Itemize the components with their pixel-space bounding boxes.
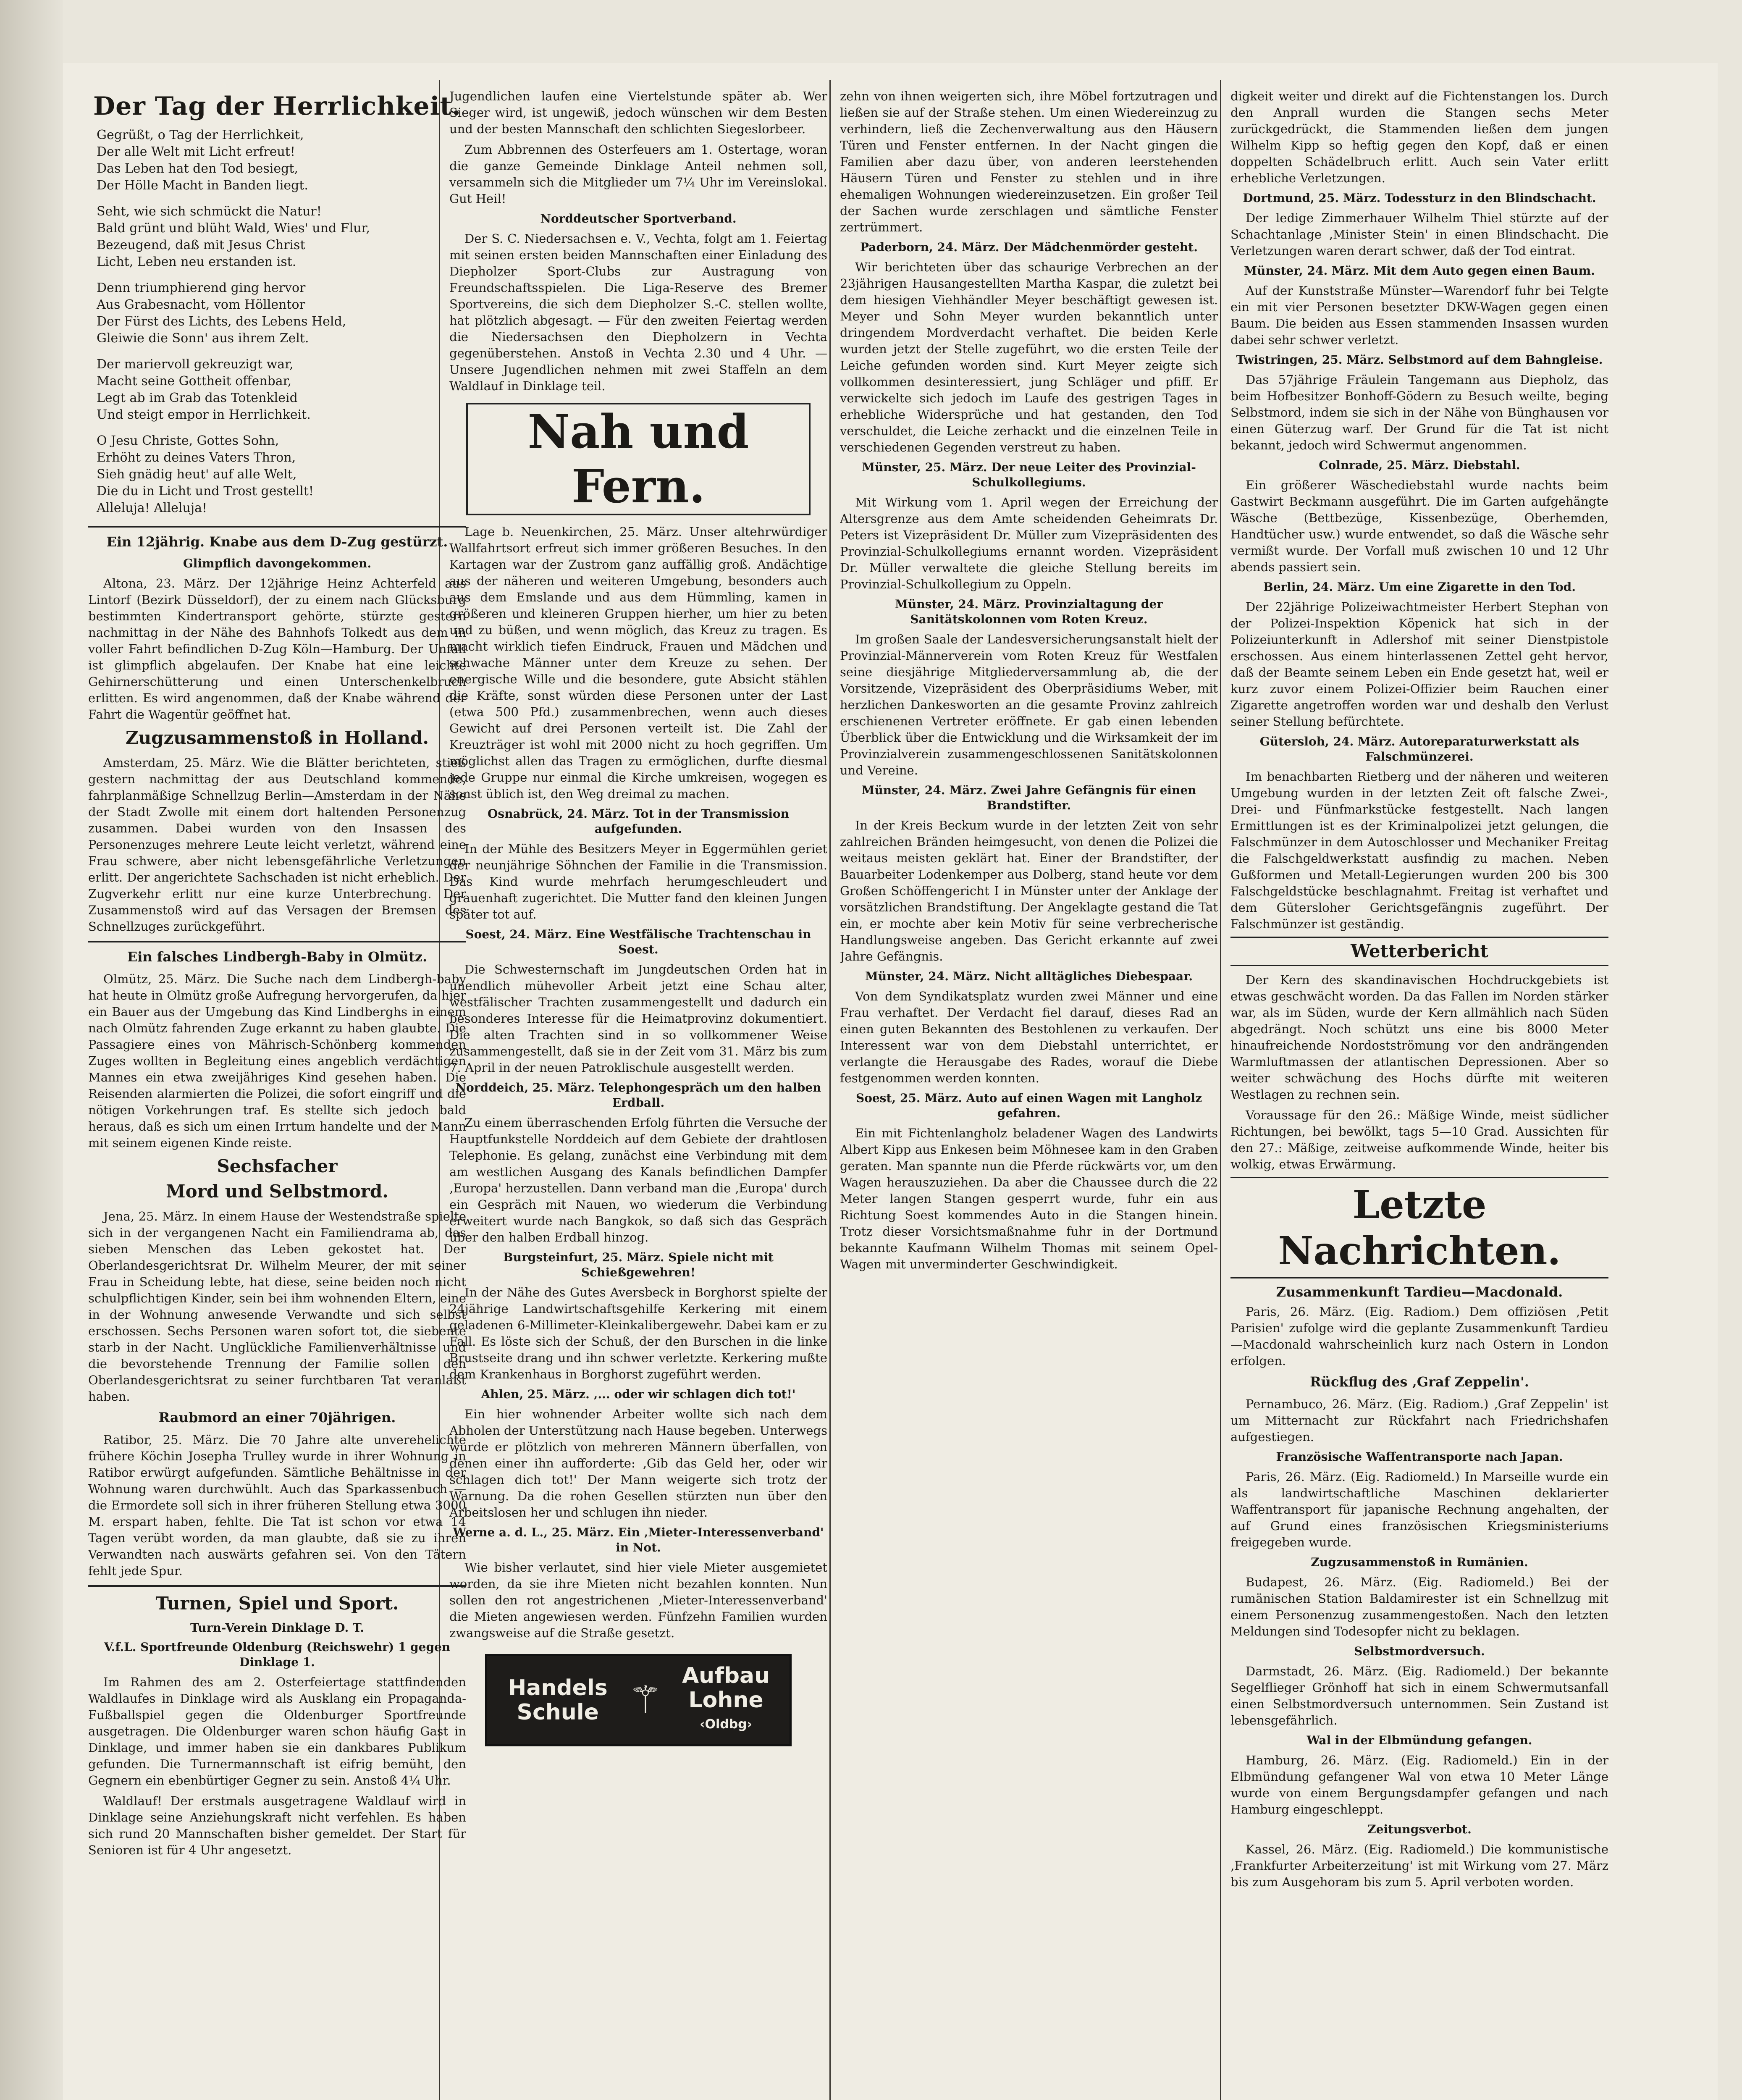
headline-sechsfacher: Sechsfacher — [217, 1156, 338, 1176]
headline-mord: Mord und Selbstmord. — [166, 1181, 388, 1202]
ad-left-text: Handels Schule — [508, 1675, 608, 1725]
article-text: Waldlauf! Der erstmals ausgetragene Waldlauf wird in Dinklage seine Anziehungskraft nicht verfehlen. Es haben sich rund 20 Mannschaften bisher gemeldet. Der Start für Senioren ist für 4 Uhr angesetzt. — [88, 1794, 466, 1857]
subheadline: Französische Waffentransporte nach Japan. — [1276, 1450, 1563, 1464]
article-text: Altona, 23. März. Der 12jährige Heinz Achterfeld aus Lintorf (Bezirk Düsseldorf), der zu einem nach Glücksburg bestimmten Kindertransport gehörte, stürzte gestern nachmittag in der Nähe des Bahnhofs Tolkedt aus dem in voller Fahrt befindlichen D-Zug Köln—Hamburg. Der Unfall ist glimpflich abgelaufen. Der Knabe hat eine leichte Gehirnerschütterung und einen Unterschenkelbruch erlitten. Es wird angenommen, daß der Knabe während der Fahrt die Wagentür geöffnet hat. — [88, 576, 466, 722]
article-text: In der Kreis Beckum wurde in der letzten Zeit von sehr zahlreichen Bränden heimgesucht, von denen die Polizei die weitaus meisten geklärt hat. Einer der Brandstifter, der Bauarbeiter Lodenkemper aus Dolberg, stand heute vor dem Großen Schöffengericht I in Münster unter der Anklage der vorsätzlichen Brandstiftung. Der Angeklagte gestand die Tat ein, er mochte aber kein Motiv für seine verbrecherische Handlungsweise angeben. Das Gericht erkannte auf zwei Jahre Gefängnis. — [840, 818, 1218, 963]
subheadline: Gütersloh, 24. März. Autoreparaturwerkstatt als Falschmünzerei. — [1259, 735, 1579, 764]
article-text: Ein hier wohnender Arbeiter wollte sich nach dem Abholen der Unterstützung nach Hause begeben. Unterwegs wurde er plötzlich von mehreren Männern überfallen, von denen einer ihn aufforderte: ‚Gib das Geld her, oder wir schlagen dich tot!' Der Mann weigerte sich trotz der Warnung. Da die rohen Gesellen stürzten nun über den Arbeitslosen her und schlugen ihn nieder. — [449, 1407, 827, 1520]
article-text: Olmütz, 25. März. Die Suche nach dem Lindbergh-baby hat heute in Olmütz große Aufregung hervorgerufen, da hier ein Bauer aus der Umgebung das Kind Lindberghs in einem nach Olmütz fahrenden Zuge erkannt zu haben glaubte. Die Passagiere eines von Mährisch-Schönberg kommenden Zuges wollten in Begleitung eines angeblich verdächtigen Mannes ein etwa zweijähriges Kind gesehen haben. Die Reisenden alarmierten die Polizei, die sofort eingriff und die nötigen Vorkehrungen traf. Es stellte sich jedoch bald heraus, daß es sich um einen Irrtum handelte und der Mann mit seinem eigenen Kinde reiste. — [88, 972, 466, 1150]
article-text: Zu einem überraschenden Erfolg führten die Versuche der Hauptfunkstelle Norddeich auf dem Gebiete der drahtlosen Telephonie. Es gelang, zunächst eine Verbindung mit dem am westlichen Ausgang des Kanals befindlichen Dampfer ‚Europa' herzustellen. Dann verband man die ‚Europa' durch ein Gespräch mit Nauen, wo wiederum die Verbindung erweitert wurde nach Bangkok, so daß sich das Gespräch über den halben Erdball hinzog. — [449, 1116, 827, 1244]
subheadline: Münster, 24. März. Mit dem Auto gegen einen Baum. — [1244, 264, 1595, 278]
advertisement-handelsschule — [485, 1654, 792, 1746]
article-text: Mit Wirkung vom 1. April wegen der Erreichung der Altersgrenze aus dem Amte scheidenden Geheimrats Dr. Peters ist Vizepräsident Dr. Müller zum Vizepräsidenten des Provinzial-Schulkollegiums ernannt worden. Vizepräsident Dr. Müller verwaltete die gleiche Stellung bereits im Provinzial-Schulkollegium zu Oppeln. — [840, 495, 1218, 591]
poem — [97, 127, 466, 517]
poem-stanza: O Jesu Christe, Gottes Sohn, Erhöht zu deines Vaters Thron, Sieh gnädig heut' auf alle Welt, Die du in Licht und Trost gestellt! Alleluja! Alleluja! — [97, 433, 314, 515]
subheadline: Soest, 24. März. Eine Westfälische Trachtenschau in Soest. — [465, 927, 811, 956]
article-text: Auf der Kunststraße Münster—Warendorf fuhr bei Telgte ein mit vier Personen besetzter DKW-Wagen gegen einen Baum. Die beiden aus Essen stammenden Insassen wurden dabei sehr schwer verletzt. — [1230, 284, 1608, 347]
article-text: Jugendlichen laufen eine Viertelstunde später ab. Wer Sieger wird, ist ungewiß, jedoch wünschen wir dem Besten und der besten Mannschaft den schlichten Siegeslorbeer. — [449, 89, 827, 136]
column-2 — [449, 88, 827, 2100]
article-text: Der Kern des skandinavischen Hochdruckgebiets ist etwas geschwächt worden. Da das Fallen im Norden stärker war, als im Süden, wurde der Kern allmählich nach Süden abgedrängt. Noch schützt uns eine bis 8000 Meter hinaufreichende Nordostströmung vor den andrängenden Warmluftmassen der atlantischen Depressionen. Aber so weiter schwächung des Hochs dürfte mit weiteren Westlagen zu rechnen sein. — [1230, 973, 1608, 1102]
headline-nah-und-fern: Nah und Fern. — [466, 403, 811, 515]
subheadline: Zeitungsverbot. — [1367, 1822, 1472, 1836]
subheadline: Paderborn, 24. März. Der Mädchenmörder gesteht. — [860, 240, 1198, 254]
headline-herrlichkeit: Der Tag der Herrlichkeit. — [93, 92, 461, 121]
article-text: Wie bisher verlautet, sind hier viele Mieter ausgemietet worden, da sie ihre Mieten nicht bezahlen konnten. Nun sollen den rot angestrichenen ‚Mieter-Interessenverband' die Mieten angewiesen werden. Fünfzehn Familien wurden zwangsweise auf die Straße gesetzt. — [449, 1560, 827, 1640]
ad-right-text: Aufbau Lohne — [682, 1663, 770, 1713]
subheadline: Ahlen, 25. März. ‚... oder wir schlagen dich tot!' — [481, 1387, 796, 1401]
article-text: Zum Abbrennen des Osterfeuers am 1. Ostertage, woran die ganze Gemeinde Dinklage Anteil nehmen soll, versammeln sich die Mitglieder um 7¼ Uhr im Vereinslokal. Gut Heil! — [449, 142, 827, 206]
article-text: Lage b. Neuenkirchen, 25. März. Unser altehrwürdiger Wallfahrtsort erfreut sich immer größeren Besuches. In den Kartagen war der Zustrom ganz auffällig groß. Andächtige aus der näheren und weiteren Umgebung, besonders auch aus dem Emslande und aus dem Hümmling, kamen in größeren und kleineren Gruppen hierher, um hier zu beten und zu büßen, und wenn möglich, das Kreuz zu tragen. Es macht wirklich tiefen Eindruck, Frauen und Mädchen und schwache Männer unter dem Kreuze zu sehen. Der energische Wille und die besondere, gute Absicht stählen die Kräfte, sonst würden diese Personen unter der Last (etwa 500 Pfd.) zusammenbrechen, wenn auch dieses Gewicht auf drei Personen verteilt ist. Die Zahl der Kreuzträger ist wohl mit 2000 nicht zu hoch gegriffen. Um möglichst allen das Tragen zu ermöglichen, durfte diesmal jede Gruppe nur einmal die Kirche umkreisen, wogegen es sonst üblich ist, den Weg dreimal zu machen. — [449, 525, 827, 801]
article-text: Kassel, 26. März. (Eig. Radiomeld.) Die kommunistische ‚Frankfurter Arbeiterzeitung' ist mit Wirkung vom 27. März bis zum Ausgehoram bis zum 5. April verboten worden. — [1230, 1842, 1608, 1889]
article-text: Im großen Saale der Landesversicherungsanstalt hielt der Provinzial-Männerverein vom Roten Kreuz für Westfalen seine diesjährige Mitgliederversammlung ab, die der Vorsitzende, Vizepräsident des Oberpräsidiums Weber, mit herzlichen Dankesworten an die gesamte Provinz zahlreich erschienenen Vertreter eröffnete. Er gab einen lebenden Überblick über die Entwicklung und die Wirksamkeit der im Provinzialverein zusammengeschlossenen Sanitätskolonnen und Vereine. — [840, 632, 1218, 777]
article-text: Die Schwesternschaft im Jungdeutschen Orden hat in unendlich mühevoller Arbeit jetzt eine Schau alter, westfälischer Trachten zusammengestellt und dadurch ein besonderes Interesse für die Heimatprovinz dokumentiert. Die alten Trachten sind in so vollkommener Weise zusammengestellt, daß sie in der Zeit vom 31. März bis zum 7. April in der neuen Patroklischule ausgestellt werden. — [449, 962, 827, 1075]
headline-letzte-nachrichten: Letzte Nachrichten. — [1230, 1177, 1608, 1278]
subheadline: Münster, 24. März. Zwei Jahre Gefängnis für einen Brandstifter. — [861, 783, 1196, 812]
headline-sport: Turnen, Spiel und Sport. — [155, 1593, 399, 1614]
article-text: digkeit weiter und direkt auf die Fichtenstangen los. Durch den Anprall wurden die Stangen sechs Meter zurückgedrückt, die Stammenden ließen dem jungen Wilhelm Kipp so heftig gegen den Kopf, daß er einen doppelten Schädelbruch erlitt. Auch sein Vater erlitt erhebliche Verletzungen. — [1230, 89, 1608, 185]
article-text: Der 22jährige Polizeiwachtmeister Herbert Stephan von der Polizei-Inspektion Köpenick hat sich in der Polizeiunterkunft in Adlershof mit seiner Dienstpistole erschossen. Aus einem hinterlassenen Zettel geht hervor, daß der Beamte seinem Leben ein Ende gesetzt hat, weil er kurz zuvor einem Polizei-Offizier beim Rauchen einer Zigarette angetroffen worden war und deshalb den Verlust seiner Stellung befürchtete. — [1230, 600, 1608, 729]
article-text: Voraussage für den 26.: Mäßige Winde, meist südlicher Richtungen, bei bewölkt, tags 5—10 Grad. Aussichten für den 27.: Mäßige, zeitweise aufkommende Winde, heiter bis wolkig, etwas Erwärmung. — [1230, 1108, 1608, 1171]
subheadline: Twistringen, 25. März. Selbstmord auf dem Bahngleise. — [1236, 353, 1603, 367]
article-text: Budapest, 26. März. (Eig. Radiomeld.) Bei der rumänischen Station Baldamirester ist ein Schnellzug mit einem Personenzug zusammengestoßen. Nach den letzten Meldungen sind Todesopfer nicht zu beklagen. — [1230, 1575, 1608, 1638]
headline-zeppelin: Rückflug des ‚Graf Zeppelin'. — [1310, 1374, 1529, 1390]
article-text: Wir berichteten über das schaurige Verbrechen an der 23jährigen Hausangestellten Martha Kaspar, die zuletzt bei dem hiesigen Viehhändler Meyer beschäftigt gewesen ist. Meyer und Sohn Meyer wurden bekanntlich unter dringendem Mordverdacht verhaftet. Die beiden Kerle wurden jetzt der Stelle zugeführt, wo die ersten Teile der Leiche gefunden worden sind. Kurt Meyer zeigte sich vollkommen desinteressiert, jung Schläger und pfiff. Er verwickelte sich jedoch im Laufe des gestrigen Tages in erhebliche Widersprüche und hat gestanden, den Tod verschuldet, die Leiche zerhackt und die einzelnen Teile in verschiedenen Gegenden verstreut zu haben. — [840, 260, 1218, 454]
poem-stanza: Seht, wie sich schmückt die Natur! Bald grünt und blüht Wald, Wies' und Flur, Bezeugend, daß mit Jesus Christ Licht, Leben neu erstanden ist. — [97, 204, 370, 269]
article-text: Darmstadt, 26. März. (Eig. Radiomeld.) Der bekannte Segelflieger Grönhoff hat sich in einem Schwermutsanfall einen Selbstmordversuch unternommen. Sein Zustand ist lebensgefährlich. — [1230, 1664, 1608, 1727]
article-text: Pernambuco, 26. März. (Eig. Radiom.) ‚Graf Zeppelin' ist um Mitternacht zur Rückfahrt nach Friedrichshafen aufgestiegen. — [1230, 1397, 1608, 1444]
subheadline: Colnrade, 25. März. Diebstahl. — [1319, 458, 1520, 472]
article-text: zehn von ihnen weigerten sich, ihre Möbel fortzutragen und ließen sie auf der Straße stehen. Um einen Wiedereinzug zu verhindern, ließ die Zechenverwaltung aus den Häusern Türen und Fenster entfernen. In der Nacht gingen die Familien aber dazu über, von anderen leerstehenden Häusern Türen und Fenster zu stehlen und in ihre ehemaligen Wohnungen wiedereinzusetzen. Ein großer Teil der Sachen wurde zerschlagen und sämtliche Fenster zertrümmert. — [840, 89, 1218, 234]
article-text: Der S. C. Niedersachsen e. V., Vechta, folgt am 1. Feiertag mit seinen ersten beiden Mannschaften einer Einladung des Diepholzer Sport-Clubs zur Austragung von Freundschaftsspielen. Die Liga-Reserve des Bremer Sportvereins, die sich dem Diepholzer S.-C. stellen wollte, hat plötzlich abgesagt. — Für den zweiten Feiertag werden die Niedersachsen den Diepholzern in Vechta gegenüberstehen. Anstoß in Vechta 2.30 und 4 Uhr. — Unsere Jugendlichen nehmen mit zwei Staffeln an dem Waldlauf in Dinklage teil. — [449, 231, 827, 393]
article-text: Jena, 25. März. In einem Hause der Westendstraße spielte sich in der vergangenen Nacht ein Familiendrama ab, das sieben Menschen das Leben gekostet hat. Der Oberlandesgerichtsrat Dr. Wilhelm Meurer, der mit seiner Frau in Scheidung lebte, hat diese, seine beiden noch nicht schulpflichtigen Kinder, sein bei ihm wohnenden Eltern, eine in der Wohnung anwesende Verwandte und sich selbst erschossen. Sechs Personen waren sofort tot, die siebente starb in der Nacht. Unglückliche Familienverhältnisse und die bevorstehende Trennung der Familie sollen den Oberlandesgerichtsrat zu seiner furchtbaren Tat veranlaßt haben. — [88, 1209, 466, 1404]
subheadline: Burgsteinfurt, 25. März. Spiele nicht mit Schießgewehren! — [503, 1250, 774, 1279]
divider — [88, 1585, 466, 1587]
article-text: Ein mit Fichtenlangholz beladener Wagen des Landwirts Albert Kipp aus Enkesen beim Möhnesee kam in den Graben geraten. Man spannte nun die Pferde rückwärts vor, um den Wagen herauszuziehen. Da aber die Chaussee durch die 22 Meter langen Stangen gesperrt wurde, fuhr ein aus Richtung Soest kommendes Auto in die Stangen hinein. Trotz dieser Vorsichtsmaßnahme fuhr in der Dortmund bekannte Kaufmann Wilhelm Thomas mit seinem Opel-Wagen mit unverminderter Geschwindigkeit. — [840, 1126, 1218, 1271]
column-rule — [1220, 80, 1221, 2100]
subheadline: Soest, 25. März. Auto auf einen Wagen mit Langholz gefahren. — [855, 1091, 1202, 1120]
subheadline: Münster, 24. März. Nicht alltägliches Diebespaar. — [865, 969, 1193, 983]
column-rule — [829, 80, 831, 2100]
article-text: Ein größerer Wäschediebstahl wurde nachts beim Gastwirt Beckmann ausgeführt. Die im Garten aufgehängte Wäsche (Bettbezüge, Kissenbezüge, Oberhemden, Handtücher usw.) wurde entwendet, so daß die Wäsche sehr vermißt wurde. Der Vorfall muß zwischen 10 und 12 Uhr abends passiert sein. — [1230, 478, 1608, 574]
article-text: Paris, 26. März. (Eig. Radiomeld.) In Marseille wurde ein als landwirtschaftliche Maschinen deklarierter Waffentransport für japanische Rechnung angehalten, der auf Grund eines französischen Kriegsministeriums freigegeben wurde. — [1230, 1470, 1608, 1549]
article-text: Der ledige Zimmerhauer Wilhelm Thiel stürzte auf der Schachtanlage ‚Minister Stein' in einen Blindschacht. Die Verletzungen waren derart schwer, daß der Tod eintrat. — [1230, 211, 1608, 258]
article-text: Hamburg, 26. März. (Eig. Radiomeld.) Ein in der Elbmündung gefangener Wal von etwa 10 Meter Länge wurde von einem Bergungsdampfer gefangen und nach Hamburg eingeschleppt. — [1230, 1753, 1608, 1816]
headline-lindbergh: Ein falsches Lindbergh-Baby in Olmütz. — [127, 949, 428, 965]
subheadline: Glimpflich davongekommen. — [183, 556, 372, 570]
subheadline: V.f.L. Sportfreunde Oldenburg (Reichswehr) 1 gegen Dinklage 1. — [104, 1640, 451, 1669]
subheadline: Selbstmordversuch. — [1354, 1644, 1485, 1658]
subheadline: Osnabrück, 24. März. Tot in der Transmission aufgefunden. — [488, 807, 789, 836]
headline-wetterbericht: Wetterbericht — [1230, 937, 1608, 966]
subheadline: Norddeich, 25. März. Telephongespräch um den halben Erdball. — [455, 1081, 821, 1110]
article-text: Im benachbarten Rietberg und der näheren und weiteren Umgebung wurden in der letzten Zeit oft falsche Zwei-, Drei- und Fünfmarkstücke festgestellt. Nach langen Ermittlungen ist es der Kriminalpolizei jetzt gelungen, die Falschmünzer in dem Autoschlosser und Mechaniker Freitag die Falschgeldwerkstatt ausfindig zu machen. Neben Gußformen und Metall-Legierungen wurden 200 bis 300 Falschgeldstücke beschlagnahmt. Freitag ist verhaftet und dem Gütersloher Gerichtsgefängnis zugeführt. Der Falschmünzer ist geständig. — [1230, 769, 1608, 931]
subheadline: Werne a. d. L., 25. März. Ein ‚Mieter-Interessenverband' in Not. — [453, 1525, 824, 1554]
poem-stanza: Gegrüßt, o Tag der Herrlichkeit, Der alle Welt mit Licht erfreut! Das Leben hat den Tod besiegt, Der Hölle Macht in Banden liegt. — [97, 128, 308, 193]
column-3 — [840, 88, 1218, 2100]
column-1 — [88, 88, 466, 2100]
subheadline: Zugzusammenstoß in Rumänien. — [1311, 1555, 1528, 1569]
article-text: Paris, 26. März. (Eig. Radiom.) Dem offiziösen ‚Petit Parisien' zufolge wird die geplante Zusammenkunft Tardieu—Macdonald wahrscheinlich kurz nach Ostern in London erfolgen. — [1230, 1305, 1608, 1368]
subheadline: Norddeutscher Sportverband. — [540, 212, 737, 226]
subheadline: Münster, 24. März. Provinzialtagung der Sanitätskolonnen vom Roten Kreuz. — [895, 597, 1163, 626]
headline-raubmord: Raubmord an einer 70jährigen. — [158, 1410, 396, 1425]
article-text: Das 57jährige Fräulein Tangemann aus Diepholz, das beim Hofbesitzer Bonhoff-Gödern zu Besuch weilte, beging Selbstmord, indem sie sich in der Nähe von Bünghausen vor einen Güterzug warf. Der Grund für die Tat ist nicht bekannt, jedoch wird Schwermut angenommen. — [1230, 373, 1608, 452]
book-spine — [0, 0, 63, 2100]
subheadline: Zusammenkunft Tardieu—Macdonald. — [1276, 1284, 1563, 1300]
subheadline: Berlin, 24. März. Um eine Zigarette in den Tod. — [1263, 580, 1576, 594]
article-text: Ratibor, 25. März. Die 70 Jahre alte unverehelichte frühere Köchin Josepha Trulley wurde in ihrer Wohnung in Ratibor erwürgt aufgefunden. Sämtliche Behältnisse in der Wohnung waren durchwühlt. Auch das Sparkassenbuch — die Ermordete soll sich in ihrer früheren Stellung etwa 3000 M. erspart haben, fehlte. Die Tat ist schon vor etwa 14 Tagen verübt worden, da man glaubte, daß sie zu ihren Verwandten nach auswärts gefahren sei. Von den Tätern fehlt jede Spur. — [88, 1433, 466, 1578]
article-text: Von dem Syndikatsplatz wurden zwei Männer und eine Frau verhaftet. Der Verdacht fiel darauf, dieses Rad an einen guten Bekannten des Bestohlenen zu verkaufen. Der Interessent war von dem Diebstahl unterrichtet, er verlangte die Herausgabe des Rades, worauf die Diebe festgenommen werden konnten. — [840, 989, 1218, 1085]
subheadline: Turn-Verein Dinklage D. T. — [190, 1621, 364, 1635]
poem-stanza: Der mariervoll gekreuzigt war, Macht seine Gottheit offenbar, Legt ab im Grab das Totenkleid Und steigt empor in Herrlichkeit. — [97, 357, 311, 422]
column-4 — [1230, 88, 1608, 2100]
subheadline: Wal in der Elbmündung gefangen. — [1306, 1733, 1532, 1747]
article-text: In der Mühle des Besitzers Meyer in Eggermühlen geriet der neunjährige Söhnchen der Familie in die Transmission. Das Kind wurde mehrfach herumgeschleudert und grauenhaft zugerichtet. Die Mutter fand den kleinen Jungen später tot auf. — [449, 842, 827, 921]
subheadline: Münster, 25. März. Der neue Leiter des Provinzial-Schulkollegiums. — [862, 460, 1196, 489]
article-text: Amsterdam, 25. März. Wie die Blätter berichteten, stieß gestern nachmittag der aus Deutschland kommende, fahrplanmäßige Schnellzug Berlin—Amsterdam in der Nähe der Stadt Zwolle mit einem dort haltenden Personenzug zusammen. Dabei wurden von den Insassen des Personenzuges mehrere Leute leicht verletzt, während eine Frau schwere, aber nicht lebensgefährliche Verletzungen erlitt. Der angerichtete Sachschaden ist nicht erheblich. Der Zugverkehr erlitt nur eine kurze Unterbrechung. Der Zusammenstoß wird auf das Versagen der Bremsen des Schnellzuges zurückgeführt. — [88, 756, 466, 934]
article-text: In der Nähe des Gutes Aversbeck in Borghorst spielte der 24jährige Landwirtschaftsgehilfe Kerkering mit einem geladenen 6-Millimeter-Kleinkalibergewehr. Dabei kam er zu Fall. Es löste sich der Schuß, der den Burschen in die linke Brustseite drang und ihn schwer verletzte. Kerkering mußte dem Krankenhaus in Borghorst zugeführt werden. — [449, 1285, 827, 1381]
subheadline: Dortmund, 25. März. Todessturz in den Blindschacht. — [1243, 191, 1596, 205]
headline-holland: Zugzusammenstoß in Holland. — [126, 727, 429, 748]
ad-bottom-text: ‹Oldbg› — [700, 1717, 753, 1732]
ad-right — [662, 1664, 790, 1737]
caduceus-icon: ⚚ — [628, 1678, 663, 1722]
article-text: Im Rahmen des am 2. Osterfeiertage stattfindenden Waldlaufes in Dinklage wird als Ausklang ein Propaganda-Fußballspiel gegen die Oldenburger Sportfreunde ausgetragen. Die Oldenburger waren schon häufig Gast in Dinklage, und immer haben sie ein dankbares Publikum gefunden. Die Turnermannschaft ist eifrig bemüht, den Gegnern ein ebenbürtiger Gegner zu sein. Anstoß 4¼ Uhr. — [88, 1675, 466, 1788]
poem-stanza: Denn triumphierend ging hervor Aus Grabesnacht, vom Höllentor Der Fürst des Lichts, des Lebens Held, Gleiwie die Sonn' aus ihrem Zelt. — [97, 281, 346, 346]
divider — [88, 526, 466, 528]
divider — [88, 941, 466, 942]
headline-knabe: Ein 12jährig. Knabe aus dem D-Zug gestürzt. — [106, 534, 448, 550]
